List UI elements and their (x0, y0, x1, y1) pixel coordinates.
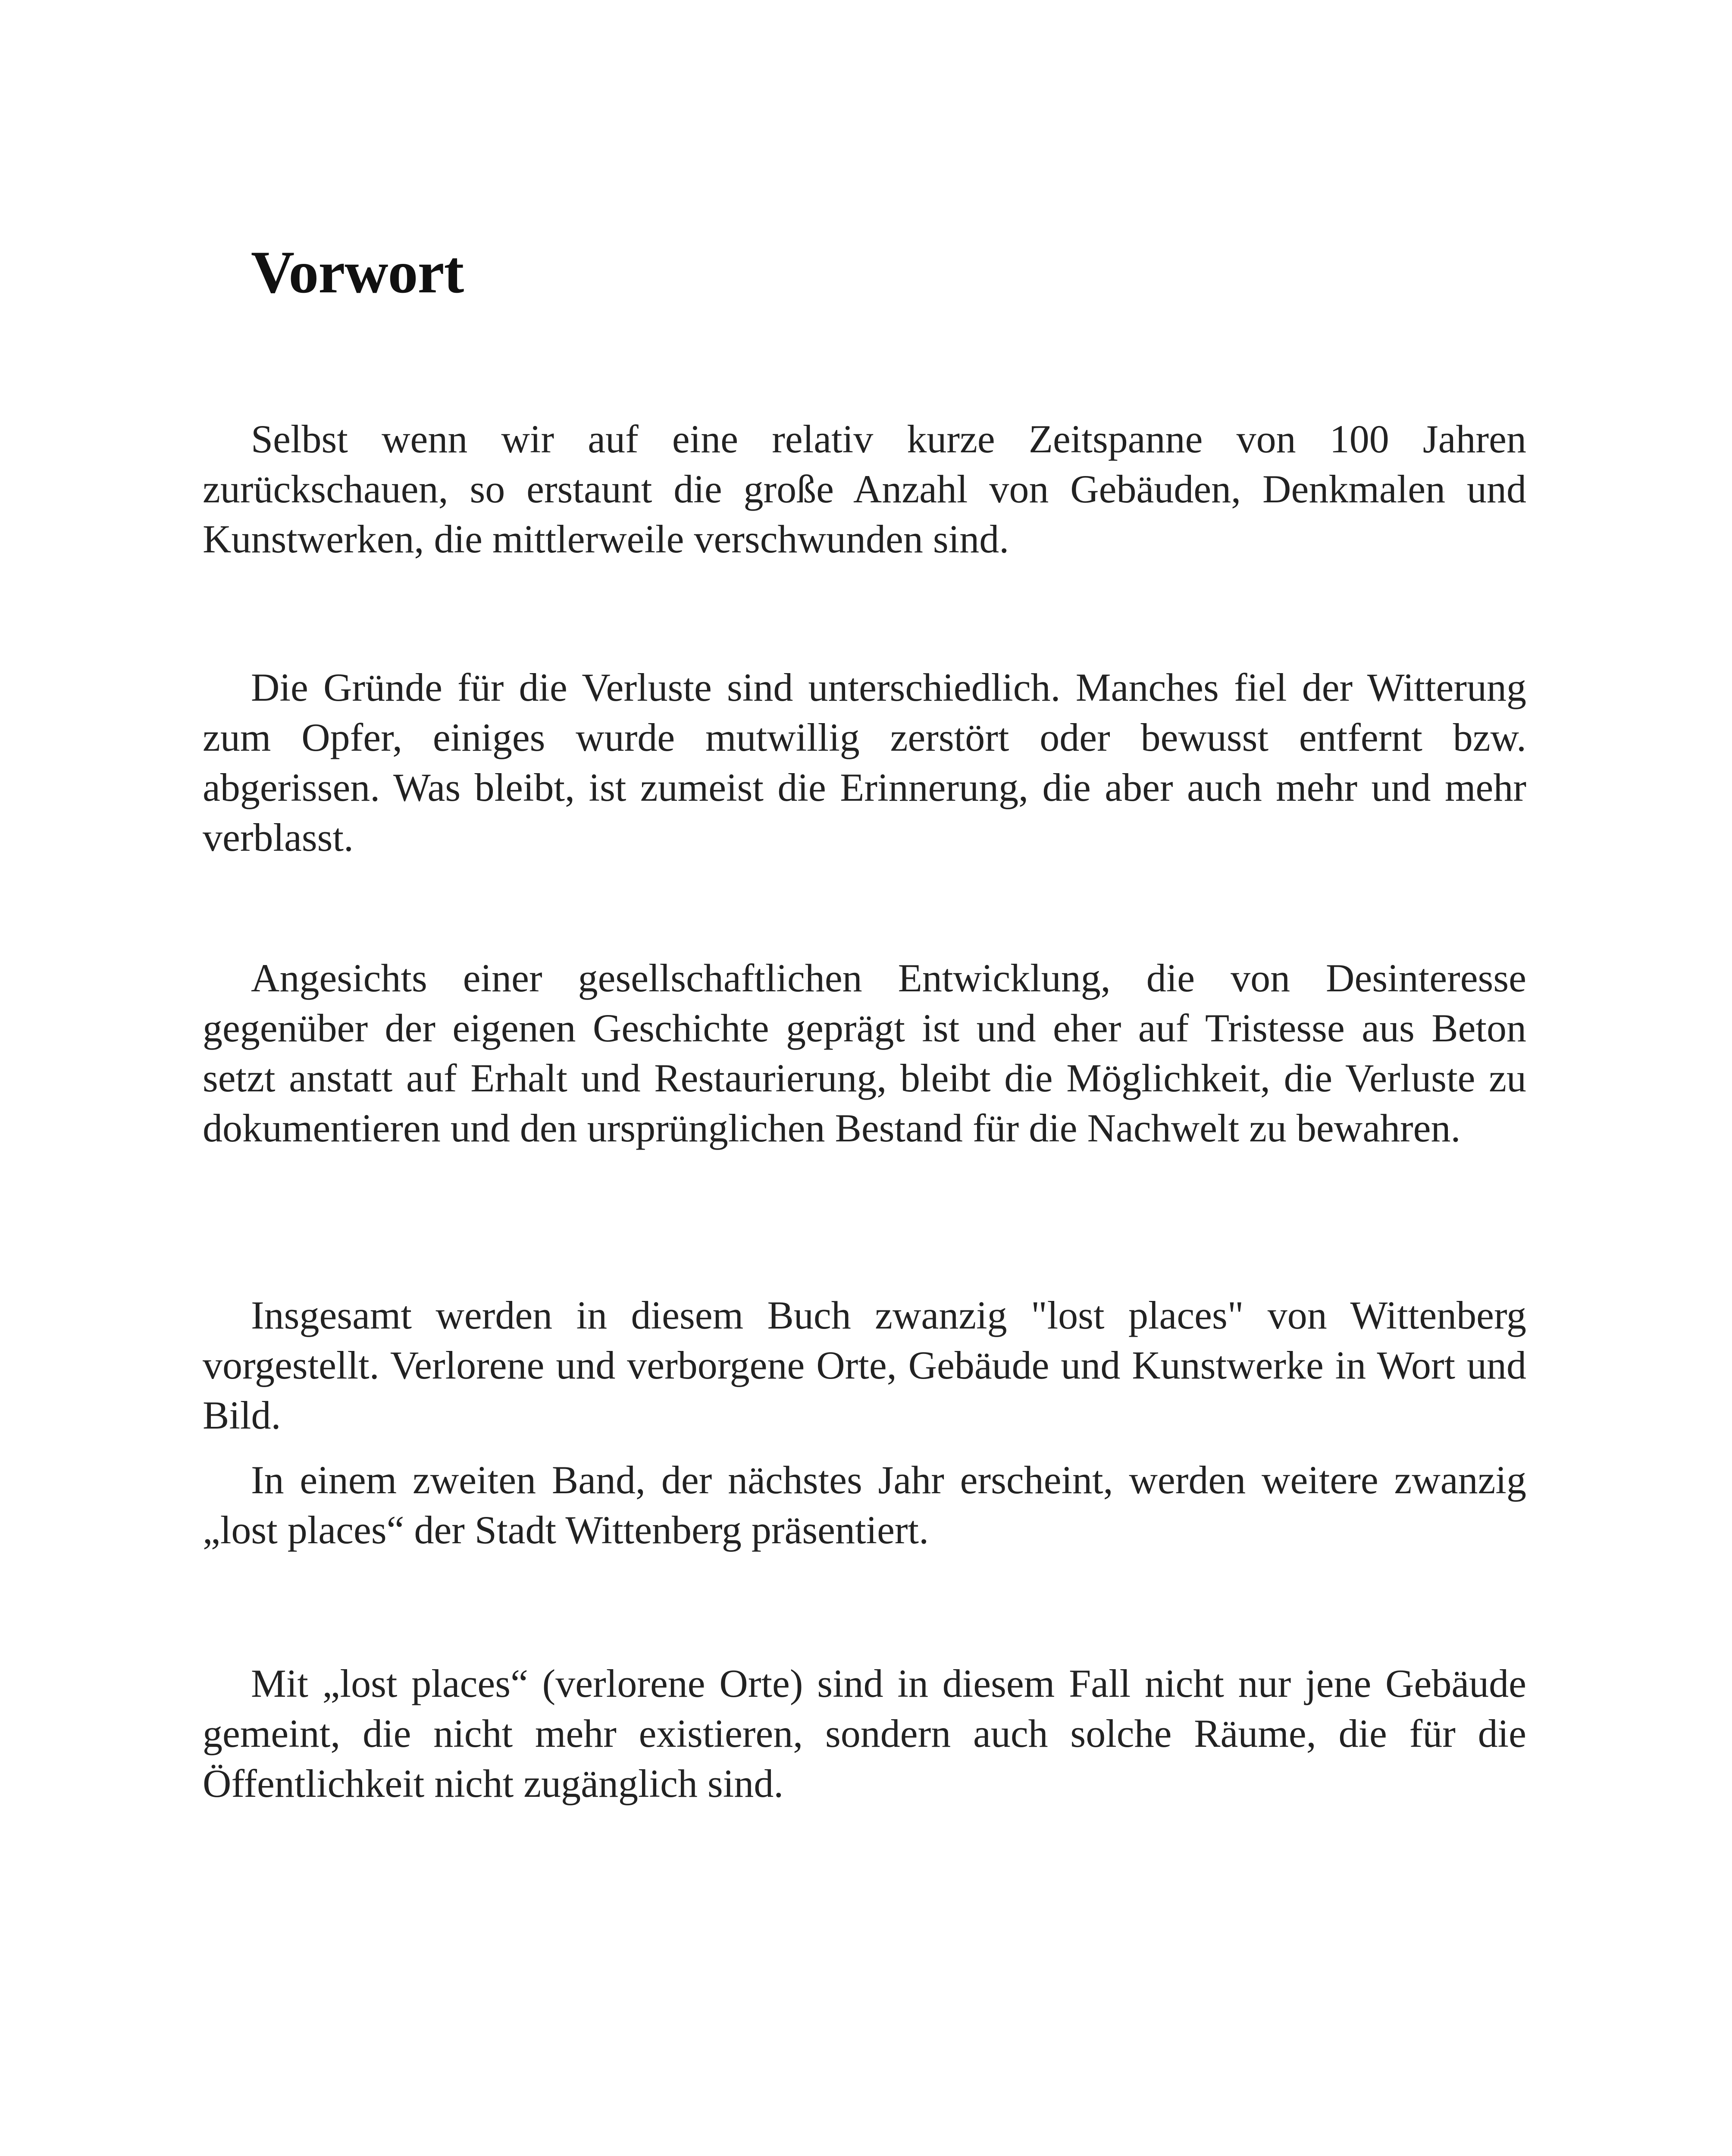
paragraph: Angesichts einer gesellschaftlichen Entwicklung, die von Desinteresse gegenüber der eigenen Geschichte geprägt ist und eher auf Tristesse aus Beton setzt anstatt auf Erhalt und Restaurierung, bleibt die Möglichkeit, die Verluste zu dokumentieren und den ursprünglichen Bestand für die Nachwelt zu bewahren. (203, 956, 1526, 1150)
paragraph: Selbst wenn wir auf eine relativ kurze Zeitspanne von 100 Jahren zurückschauen, so erstaunt die große Anzahl von Gebäuden, Denkmalen und Kunstwerken, die mittlerweile verschwunden sind. (203, 417, 1526, 561)
paragraph-block-1 (203, 414, 1526, 564)
paragraph-block-5 (203, 1658, 1526, 1808)
paragraph: Die Gründe für die Verluste sind unterschiedlich. Manches fiel der Witterung zum Opfer, einiges wurde mutwillig zerstört oder bewusst entfernt bzw. abgerissen. Was bleibt, ist zumeist die Erinnerung, die aber auch mehr und mehr verblasst. (203, 665, 1526, 859)
paragraph-block-3 (203, 953, 1526, 1153)
paragraph: Insgesamt werden in diesem Buch zwanzig "lost places" von Wittenberg vorgestellt. Verlorene und verborgene Orte, Gebäude und Kunstwerke in Wort und Bild. (203, 1293, 1526, 1437)
paragraph-block-2 (203, 662, 1526, 862)
paragraph-block-4 (203, 1290, 1526, 1555)
paragraph: In einem zweiten Band, der nächstes Jahr erscheint, werden weitere zwanzig „lost places“ der Stadt Wittenberg präsentiert. (203, 1458, 1526, 1552)
paragraph: Mit „lost places“ (verlorene Orte) sind in diesem Fall nicht nur jene Gebäude gemeint, die nicht mehr existieren, sondern auch solche Räume, die für die Öffentlichkeit nicht zugänglich sind. (203, 1661, 1526, 1805)
page-title: Vorwort (251, 239, 464, 306)
